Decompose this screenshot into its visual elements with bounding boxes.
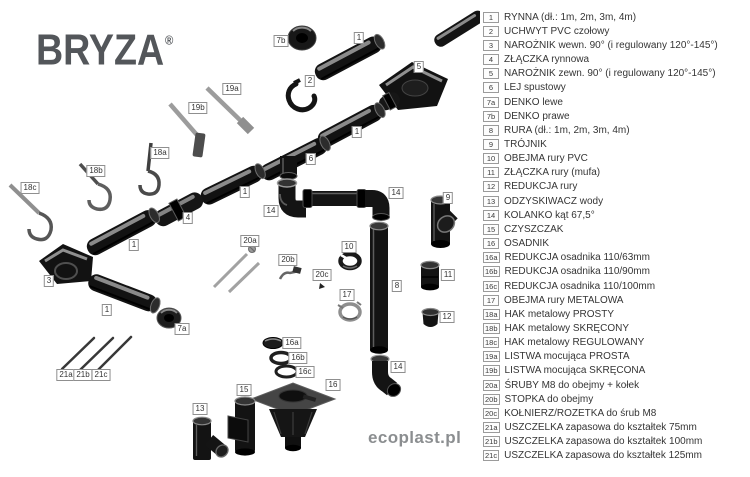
part-callout-5: 5 [414, 61, 424, 73]
legend-item-12 [483, 180, 747, 194]
part-callout-16b: 16b [288, 352, 307, 364]
legend-badge: 16c [485, 281, 498, 291]
legend-badge: 16a [485, 253, 498, 263]
legend-item-18a [483, 307, 747, 321]
part-callout-6: 6 [306, 153, 316, 165]
legend-item-18c [483, 336, 747, 350]
legend-badge: 8 [483, 125, 499, 136]
legend-badge: 14 [483, 210, 499, 221]
legend-badge: 1 [483, 12, 499, 23]
legend-badge: 15 [483, 224, 499, 235]
legend-label: ODZYSKIWACZ wody [504, 195, 604, 207]
part-callout-1: 1 [354, 32, 364, 44]
legend-badge: 19a [485, 352, 498, 362]
part-callout-3: 3 [44, 275, 54, 287]
part-callout-11: 11 [441, 269, 455, 281]
legend-label: RYNNA (dł.: 1m, 2m, 3m, 4m) [504, 11, 637, 23]
legend-item-13 [483, 194, 747, 208]
legend-badge: 18c [485, 338, 498, 348]
legend-label: RURA (dł.: 1m, 2m, 3m, 4m) [504, 124, 630, 136]
legend-item-14 [483, 208, 747, 222]
legend-item-21c [483, 449, 747, 463]
part-callout-18c: 18c [21, 182, 40, 194]
legend-label: HAK metalowy REGULOWANY [504, 337, 645, 349]
legend-label: ZŁĄCZKA rury (mufa) [504, 167, 601, 179]
legend-label: NAROŻNIK wewn. 90° (i regulowany 120°-145°) [504, 39, 718, 51]
part-callout-16a: 16a [282, 337, 301, 349]
part-callout-10: 10 [342, 241, 357, 253]
legend-label: KOŁNIERZ/ROZETKA do śrub M8 [504, 407, 657, 419]
legend-label: NAROŻNIK zewn. 90° (i regulowany 120°-145°) [504, 68, 716, 80]
legend-label: OBEJMA rury PVC [504, 153, 588, 165]
legend-badge: 2 [483, 26, 499, 37]
legend-item-6 [483, 81, 747, 95]
part-callout-4: 4 [183, 212, 193, 224]
legend-badge: 4 [483, 54, 499, 65]
part-callout-12: 12 [440, 311, 455, 323]
legend-label: LISTWA mocująca PROSTA [504, 351, 630, 363]
legend-badge: 7b [483, 111, 499, 122]
part-callout-1: 1 [129, 239, 139, 251]
legend [483, 10, 747, 463]
legend-label: KOLANKO kąt 67,5° [504, 209, 595, 221]
legend-label: CZYSZCZAK [504, 223, 564, 235]
legend-item-5 [483, 67, 747, 81]
legend-label: DENKO prawe [504, 110, 570, 122]
part-callout-14: 14 [391, 361, 406, 373]
legend-label: OBEJMA rury METALOWA [504, 294, 624, 306]
part-callout-15: 15 [237, 384, 252, 396]
legend-label: HAK metalowy PROSTY [504, 308, 614, 320]
part-callout-1: 1 [352, 126, 362, 138]
legend-item-20c [483, 406, 747, 420]
legend-badge: 10 [483, 153, 499, 164]
part-callout-1: 1 [102, 304, 112, 316]
part-callout-17: 17 [340, 289, 355, 301]
legend-badge: 12 [483, 181, 499, 192]
legend-label: ZŁĄCZKA rynnowa [504, 54, 590, 66]
part-callout-21c: 21c [92, 369, 111, 381]
legend-label: REDUKCJA osadnika 110/63mm [504, 252, 650, 264]
legend-label: UCHWYT PVC czołowy [504, 25, 610, 37]
legend-item-11 [483, 166, 747, 180]
legend-badge: 6 [483, 82, 499, 93]
legend-label: USZCZELKA zapasowa do kształtek 125mm [504, 450, 702, 462]
legend-badge: 20c [485, 408, 498, 418]
legend-badge: 16 [483, 238, 499, 249]
part-callout-21a: 21a [56, 369, 75, 381]
legend-badge: 18a [485, 309, 498, 319]
legend-badge: 13 [483, 196, 499, 207]
watermark: ecoplast.pl [368, 428, 462, 447]
legend-label: LISTWA mocująca SKRĘCONA [504, 365, 646, 377]
part-callout-20a: 20a [240, 235, 259, 247]
legend-badge: 11 [483, 167, 499, 178]
legend-label: OSADNIK [504, 238, 550, 250]
legend-item-16b [483, 265, 747, 279]
part-callout-7b: 7b [274, 35, 289, 47]
legend-label: REDUKCJA rury [504, 181, 578, 193]
legend-item-16a [483, 251, 747, 265]
part-callout-21b: 21b [73, 369, 92, 381]
legend-item-10 [483, 152, 747, 166]
legend-item-16c [483, 279, 747, 293]
legend-item-19a [483, 350, 747, 364]
part-callout-13: 13 [193, 403, 208, 415]
legend-badge: 3 [483, 40, 499, 51]
legend-item-17 [483, 293, 747, 307]
legend-item-7a [483, 95, 747, 109]
legend-badge: 21a [485, 423, 498, 433]
legend-badge: 5 [483, 68, 499, 79]
legend-badge: 9 [483, 139, 499, 150]
legend-label: TRÓJNIK [504, 138, 547, 150]
part-callout-19b: 19b [188, 102, 207, 114]
legend-label: HAK metalowy SKRĘCONY [504, 323, 629, 335]
part-callout-14: 14 [389, 187, 404, 199]
part-callout-7a: 7a [175, 323, 190, 335]
legend-item-19b [483, 364, 747, 378]
part-callout-16: 16 [326, 379, 341, 391]
part-callout-9: 9 [443, 192, 453, 204]
legend-label: LEJ spustowy [504, 82, 566, 94]
part-callout-18b: 18b [86, 165, 105, 177]
legend-badge: 17 [483, 295, 499, 306]
legend-item-2 [483, 24, 747, 38]
part-callout-2: 2 [305, 75, 315, 87]
legend-item-20b [483, 392, 747, 406]
part-callout-1: 1 [240, 186, 250, 198]
legend-item-18b [483, 321, 747, 335]
legend-badge: 16b [485, 267, 498, 277]
legend-item-7b [483, 109, 747, 123]
legend-item-4 [483, 52, 747, 66]
legend-item-15 [483, 222, 747, 236]
legend-badge: 20b [485, 394, 498, 404]
part-callout-16c: 16c [296, 366, 315, 378]
legend-item-3 [483, 38, 747, 52]
legend-badge: 21c [485, 451, 498, 461]
legend-item-16 [483, 237, 747, 251]
part-callout-19a: 19a [222, 83, 241, 95]
legend-label: USZCZELKA zapasowa do kształtek 75mm [504, 422, 697, 434]
legend-label: STOPKA do obejmy [504, 393, 594, 405]
legend-label: DENKO lewe [504, 96, 563, 108]
legend-badge: 18b [485, 324, 498, 334]
legend-label: REDUKCJA osadnika 110/100mm [504, 280, 656, 292]
legend-item-21b [483, 435, 747, 449]
part-callout-8: 8 [392, 280, 402, 292]
part-callout-20c: 20c [313, 269, 332, 281]
legend-label: ŚRUBY M8 do obejmy + kołek [504, 379, 640, 391]
legend-badge: 20a [485, 380, 498, 390]
legend-item-1 [483, 10, 747, 24]
legend-badge: 21b [485, 437, 498, 447]
legend-item-21a [483, 421, 747, 435]
part-callout-14: 14 [264, 205, 279, 217]
registered-mark-icon: ® [165, 32, 174, 48]
brand-name: BRYZA [36, 26, 165, 75]
legend-label: USZCZELKA zapasowa do kształtek 100mm [504, 436, 703, 448]
part-callout-20b: 20b [278, 254, 297, 266]
legend-item-20a [483, 378, 747, 392]
legend-item-8 [483, 123, 747, 137]
legend-badge: 7a [483, 97, 499, 108]
legend-label: REDUKCJA osadnika 110/90mm [504, 266, 650, 278]
part-callout-18a: 18a [150, 147, 169, 159]
legend-badge: 19b [485, 366, 498, 376]
legend-item-9 [483, 137, 747, 151]
